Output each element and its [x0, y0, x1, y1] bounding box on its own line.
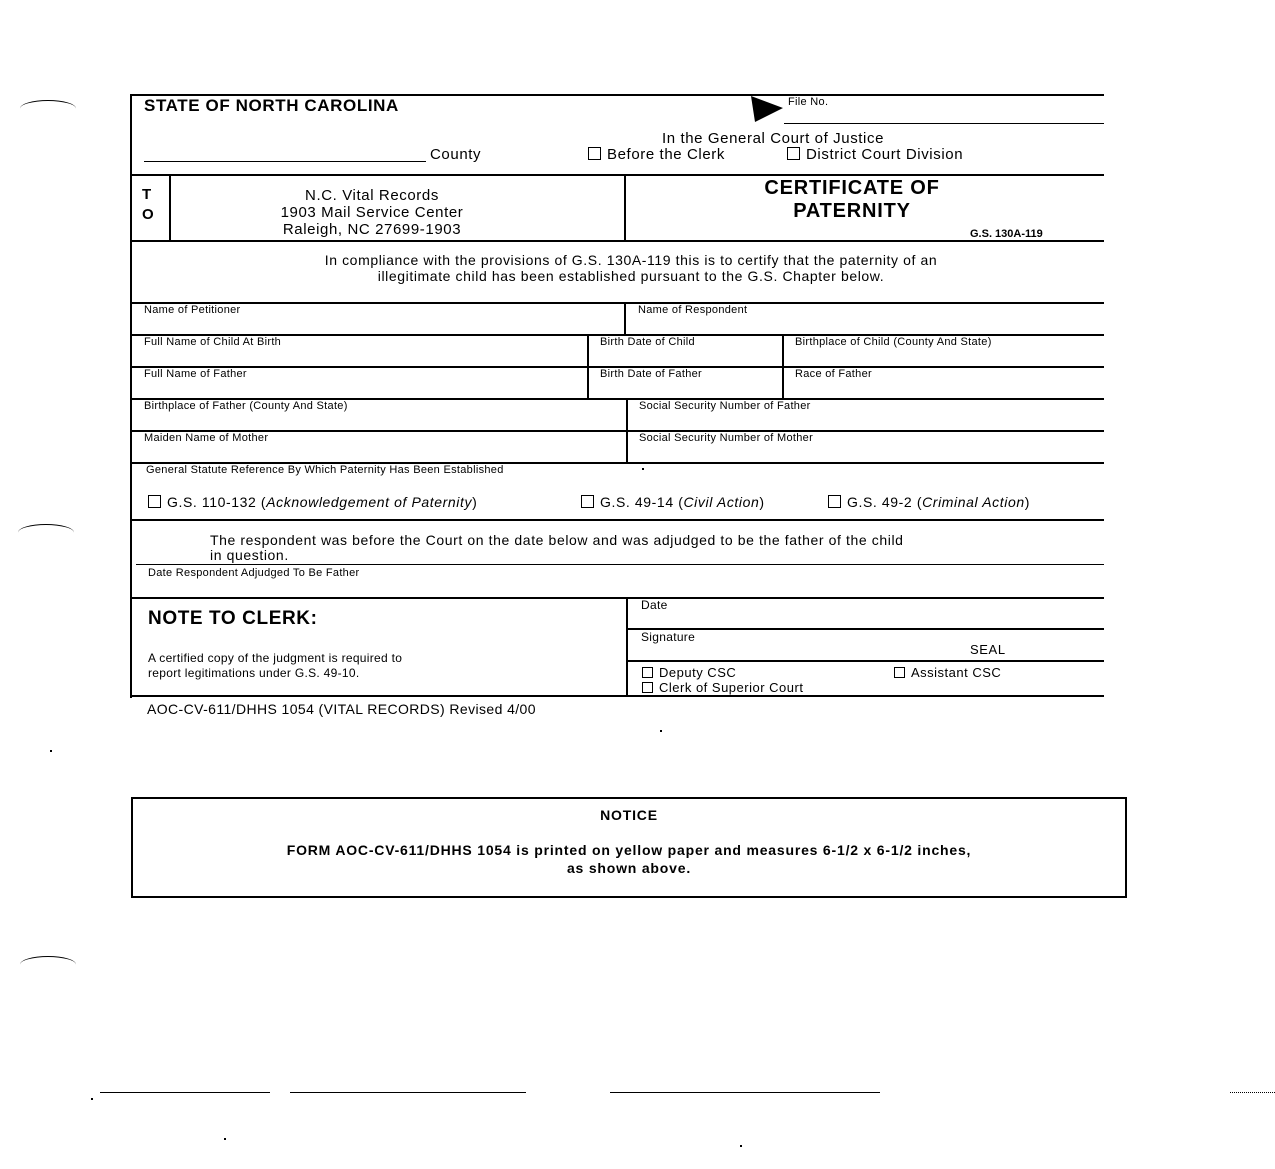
compliance-line-1: In compliance with the provisions of G.S. 130A-119 this is to certify that the paternity of an — [324, 252, 938, 268]
to-letter-t: T — [142, 186, 152, 203]
notice-line-2: as shown above. — [566, 860, 692, 876]
child-birth-date-label: Birth Date of Child — [600, 336, 695, 348]
mother-ssn-label: Social Security Number of Mother — [639, 432, 814, 444]
form-id: AOC-CV-611/DHHS 1054 (VITAL RECORDS) Revised 4/00 — [147, 701, 536, 717]
statute-ref-label: General Statute Reference By Which Paternity Has Been Established — [146, 464, 504, 476]
address-line-2: 1903 Mail Service Center — [280, 204, 464, 221]
arrow-pointer-icon — [749, 94, 785, 124]
statute-desc: Civil Action — [683, 494, 760, 510]
statute-option-49-2[interactable]: G.S. 49-2 (Criminal Action) — [828, 494, 1030, 510]
compliance-line-2: illegitimate child has been established pursuant to the G.S. Chapter below. — [377, 268, 885, 284]
notice-box — [131, 797, 1127, 898]
scan-speck — [740, 1145, 742, 1147]
notice-heading: NOTICE — [600, 807, 658, 823]
scan-speck — [50, 750, 52, 752]
petitioner-label: Name of Petitioner — [144, 304, 241, 316]
county-field[interactable] — [144, 161, 426, 162]
binder-hole-mark — [20, 956, 76, 973]
form-title-line-2: PATERNITY — [793, 200, 911, 222]
assistant-csc-option[interactable] — [894, 665, 1001, 680]
father-birthplace-label: Birthplace of Father (County And State) — [144, 400, 348, 412]
clerk-superior-label: Clerk of Superior Court — [659, 680, 804, 695]
checkbox[interactable] — [588, 147, 601, 160]
father-birth-date-label: Birth Date of Father — [600, 368, 702, 380]
date-label: Date — [641, 598, 668, 612]
title-statute: G.S. 130A-119 — [970, 228, 1043, 240]
checkbox[interactable] — [581, 495, 594, 508]
certificate-form — [130, 94, 1104, 698]
signature-label: Signature — [641, 630, 696, 644]
form-title-line-1: CERTIFICATE OF — [764, 177, 940, 199]
before-clerk-option[interactable] — [588, 146, 725, 163]
statute-option-110-132[interactable]: G.S. 110-132 (Acknowledgement of Paternity) — [148, 494, 477, 510]
mother-maiden-label: Maiden Name of Mother — [144, 432, 269, 444]
address-line-3: Raleigh, NC 27699-1903 — [282, 221, 462, 238]
statute-desc: Acknowledgement of Paternity — [266, 494, 473, 510]
signature-field[interactable] — [630, 642, 1100, 658]
child-name-label: Full Name of Child At Birth — [144, 336, 282, 348]
statute-code: G.S. 49-2 — [847, 494, 913, 510]
adjudged-date-label: Date Respondent Adjudged To Be Father — [148, 567, 360, 579]
statute-option-49-14[interactable]: G.S. 49-14 (Civil Action) — [581, 494, 765, 510]
adjudged-line-1: The respondent was before the Court on the date below and was adjudged to be the father of the child — [210, 532, 904, 548]
clerk-note-line-1: A certified copy of the judgment is required to — [148, 651, 403, 665]
clerk-note-heading: NOTE TO CLERK: — [148, 608, 318, 629]
checkbox[interactable] — [642, 682, 653, 693]
child-birthplace-label: Birthplace of Child (County And State) — [795, 336, 992, 348]
deputy-csc-option[interactable] — [642, 665, 736, 680]
binder-hole-mark — [18, 524, 74, 541]
checkbox[interactable] — [148, 495, 161, 508]
father-name-label: Full Name of Father — [144, 368, 247, 380]
scan-speck — [224, 1138, 226, 1140]
adjudged-line-2: in question. — [210, 547, 289, 563]
deputy-csc-label: Deputy CSC — [659, 665, 737, 680]
notice-line-1: FORM AOC-CV-611/DHHS 1054 is printed on yellow paper and measures 6-1/2 x 6-1/2 inches, — [286, 842, 972, 858]
scan-line — [1230, 1092, 1275, 1093]
checkbox[interactable] — [642, 667, 653, 678]
county-label: County — [430, 146, 482, 163]
scan-line — [290, 1092, 526, 1093]
statute-code: G.S. 49-14 — [600, 494, 674, 510]
district-court-option[interactable] — [787, 146, 963, 163]
checkbox[interactable] — [828, 495, 841, 508]
adjudged-date-field[interactable] — [136, 580, 1102, 594]
checkbox[interactable] — [894, 667, 905, 678]
clerk-superior-option[interactable] — [642, 680, 803, 695]
scan-speck — [642, 468, 644, 470]
scan-line — [610, 1092, 880, 1093]
seal-label: SEAL — [970, 642, 1006, 657]
father-race-label: Race of Father — [795, 368, 872, 380]
binder-hole-mark — [20, 100, 76, 117]
state-title: STATE OF NORTH CAROLINA — [144, 96, 399, 115]
respondent-field[interactable] — [628, 316, 1102, 332]
scan-line — [100, 1092, 270, 1093]
statute-code: G.S. 110-132 — [167, 494, 257, 510]
scan-speck — [660, 730, 662, 732]
address-line-1: N.C. Vital Records — [305, 187, 439, 204]
respondent-label: Name of Respondent — [638, 304, 748, 316]
file-no-label: File No. — [788, 96, 829, 108]
statute-desc: Criminal Action — [922, 494, 1025, 510]
file-no-field[interactable] — [784, 123, 1104, 124]
date-field[interactable] — [630, 610, 1100, 624]
petitioner-field[interactable] — [134, 316, 622, 332]
father-ssn-label: Social Security Number of Father — [639, 400, 811, 412]
scan-speck — [91, 1098, 93, 1100]
court-line: In the General Court of Justice — [662, 130, 885, 147]
before-clerk-label: Before the Clerk — [607, 146, 725, 163]
checkbox[interactable] — [787, 147, 800, 160]
clerk-note-line-2: report legitimations under G.S. 49-10. — [148, 666, 360, 680]
district-court-label: District Court Division — [806, 146, 964, 163]
to-letter-o: O — [142, 206, 155, 223]
assistant-csc-label: Assistant CSC — [911, 665, 1002, 680]
